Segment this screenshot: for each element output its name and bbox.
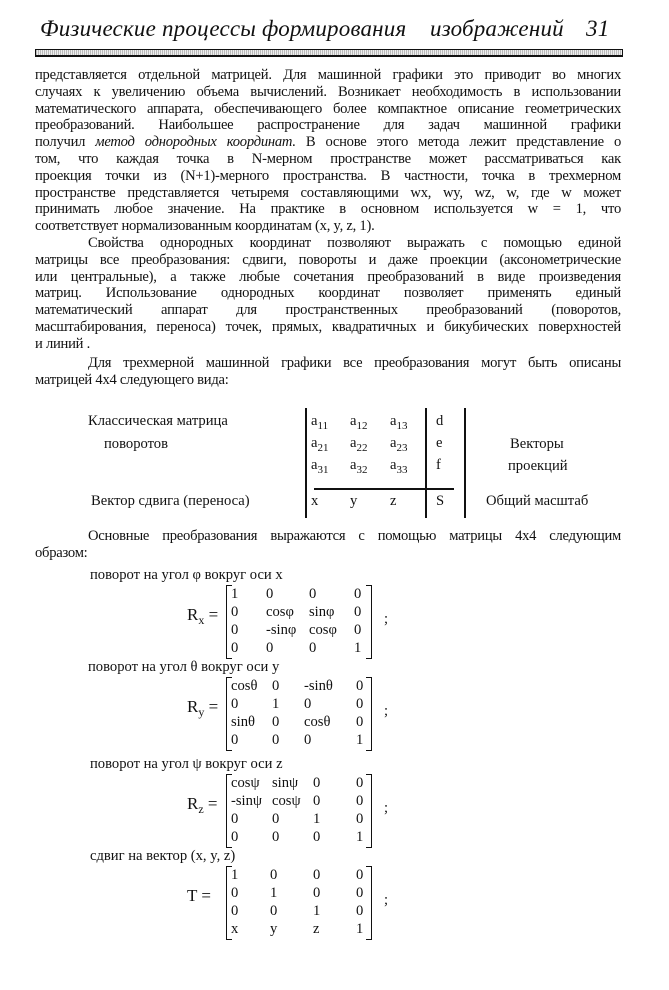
matrix-cell: x	[231, 921, 239, 937]
matrix-cell: 0	[356, 793, 364, 809]
cell-base: a	[350, 413, 357, 429]
matrix-cell: 0	[313, 867, 321, 883]
cell-subscript: 11	[317, 420, 329, 432]
matrix-cell: 0	[272, 829, 280, 845]
matrix-cell: 1	[231, 586, 239, 602]
table-cell	[436, 457, 441, 474]
matrix-label	[187, 605, 218, 628]
page-number: 31	[586, 16, 610, 41]
matrix-cell: 0	[354, 586, 362, 602]
matrix-cell: cosψ	[231, 775, 260, 791]
header-rule	[35, 49, 623, 57]
matrix-name: R	[187, 605, 199, 624]
matrix-cell: 0	[231, 732, 239, 748]
matrix-cell: 0	[356, 714, 364, 730]
matrix-label	[187, 697, 218, 720]
matrix-cell: 0	[356, 696, 364, 712]
matrix-cell: 0	[356, 678, 364, 694]
table-cell	[311, 457, 328, 476]
matrix-caption: сдвиг на вектор (x, y, z)	[90, 848, 236, 864]
matrix-row	[226, 603, 372, 621]
equals-sign: =	[204, 605, 219, 624]
text-line: математический аппарат для пространственных преобразований (поворотов,	[35, 302, 621, 319]
matrix-cell: cosφ	[266, 604, 294, 620]
running-title-end: изображений	[430, 16, 564, 41]
matrix-name: T	[187, 886, 198, 905]
matrix-cell: 1	[356, 829, 364, 845]
table-divider	[464, 408, 466, 518]
text-line: пространстве представляется четыремя составляющими wx, wy, wz, w, где w может	[35, 184, 621, 201]
matrix	[226, 866, 372, 940]
matrix-cell: 0	[354, 604, 362, 620]
matrix-subscript: z	[198, 802, 204, 816]
matrix-cell: sinφ	[309, 604, 335, 620]
table-cell	[390, 435, 407, 454]
matrix-label	[187, 886, 211, 906]
matrix-row	[226, 902, 372, 920]
matrix-row	[226, 639, 372, 657]
matrix-caption: поворот на угол θ вокруг оси y	[88, 659, 280, 675]
text-line: принимать любое значение. На практике в основном используется w = 1, что	[35, 201, 621, 218]
text-line: матрицы все преобразования: сдвиги, повороты и даже проекции (аксонометрические	[35, 251, 621, 268]
matrix-cell: 0	[309, 640, 317, 656]
matrix-row	[226, 695, 372, 713]
text-line: образом:	[35, 544, 88, 561]
text-span: В основе этого метода лежит представление о	[295, 134, 621, 151]
matrix-subscript: x	[198, 613, 205, 627]
matrix-cell: 0	[356, 775, 364, 791]
text-line: Основные преобразования выражаются с помощью матрицы 4x4 следующим	[88, 528, 621, 544]
matrix-name: R	[187, 794, 199, 813]
cell-base: a	[390, 457, 397, 473]
cell-subscript: 13	[396, 420, 408, 432]
matrix-cell: -sinψ	[231, 793, 263, 809]
emphasized-term: метод однородных координат.	[95, 134, 296, 151]
matrix-cell: 0	[231, 696, 239, 712]
label-rotation-matrix: Классическая матрица	[88, 413, 228, 429]
matrix-cell: 1	[270, 885, 278, 901]
matrix-cell: cosθ	[231, 678, 258, 694]
matrix-row	[226, 621, 372, 639]
table-cell	[436, 435, 442, 452]
cell-base: a	[350, 457, 357, 473]
matrix-cell: 0	[231, 640, 239, 656]
cell-subscript: 23	[396, 442, 408, 454]
cell-subscript: 32	[356, 464, 368, 476]
matrix	[226, 585, 372, 659]
cell-subscript: 33	[396, 464, 408, 476]
matrix-row	[226, 810, 372, 828]
matrix-row	[226, 920, 372, 938]
matrix-cell: 0	[231, 903, 239, 919]
text-line: преобразований. Наибольшее распространение для задач машинной графики	[35, 117, 621, 134]
matrix-row	[226, 866, 372, 884]
matrix-cell: 1	[272, 696, 280, 712]
text-line	[35, 134, 621, 151]
matrix-cell: 1	[313, 903, 321, 919]
matrix-row	[226, 828, 372, 846]
matrix-cell: 0	[272, 811, 280, 827]
matrix-cell: -sinθ	[304, 678, 333, 694]
cell-base: f	[436, 457, 441, 473]
matrix-cell: cosψ	[272, 793, 301, 809]
text-line: и линий .	[35, 335, 91, 352]
matrix-cell: sinψ	[272, 775, 299, 791]
table-cell	[311, 413, 328, 432]
text-line: проекция точки из (N+1)-мерного пространства. В частности, точка в трехмерном	[35, 167, 621, 184]
matrix-row	[226, 585, 372, 603]
matrix-row	[226, 731, 372, 749]
semicolon: ;	[384, 892, 389, 908]
text-line: соответствует нормализованным координатам (x, y, z, 1).	[35, 218, 375, 235]
matrix	[226, 774, 372, 848]
matrix	[226, 677, 372, 751]
text-line: или центральные), а также любые сочетания преобразований в виде произведения	[35, 268, 621, 285]
matrix-cell: sinθ	[231, 714, 256, 730]
label-projection-vectors-2: проекций	[508, 458, 568, 474]
table-cell	[350, 413, 367, 432]
text-line: представляется отдельной матрицей. Для машинной графики это приводит во многих	[35, 67, 621, 83]
table-divider	[305, 408, 307, 518]
matrix-cell: 0	[309, 586, 317, 602]
matrix-cell: 0	[313, 775, 321, 791]
matrix-cell: 1	[231, 867, 239, 883]
matrix-cell: 0	[356, 867, 364, 883]
text-span: получил	[35, 134, 96, 151]
matrix-cell: 0	[266, 640, 274, 656]
matrix-row	[226, 884, 372, 902]
label-projection-vectors: Векторы	[510, 436, 564, 452]
matrix-cell: cosθ	[304, 714, 331, 730]
table-cell	[350, 457, 367, 476]
matrix-cell: 0	[356, 903, 364, 919]
matrix-row	[226, 713, 372, 731]
matrix-cell: 0	[231, 622, 239, 638]
text-line: Свойства однородных координат позволяют выражать с помощью единой	[88, 235, 621, 251]
matrix-cell: 0	[272, 732, 280, 748]
matrix-cell: 1	[356, 732, 364, 748]
matrix-cell: y	[270, 921, 278, 937]
matrix-cell: 0	[272, 714, 280, 730]
table-cell	[311, 435, 328, 454]
matrix-cell: -sinφ	[266, 622, 297, 638]
cell-subscript: 22	[356, 442, 368, 454]
matrix-row	[226, 677, 372, 695]
matrix-cell: 0	[304, 732, 312, 748]
table-cell	[350, 493, 357, 510]
cell-base: e	[436, 435, 443, 451]
text-line: матрицей 4x4 следующего вида:	[35, 371, 229, 388]
cell-base: a	[311, 435, 318, 451]
matrix-caption: поворот на угол φ вокруг оси x	[90, 567, 283, 583]
cell-base: x	[311, 493, 319, 509]
table-cell	[311, 493, 318, 510]
text-line: математического аппарата, обеспечивающего более компактное описание геометрических	[35, 100, 621, 117]
equals-sign: =	[197, 886, 211, 905]
cell-base: d	[436, 413, 444, 429]
table-divider	[314, 488, 454, 490]
matrix-cell: z	[313, 921, 320, 937]
text-line: Для трехмерной машинной графики все преобразования могут быть описаны	[88, 355, 621, 371]
matrix-caption: поворот на угол ψ вокруг оси z	[90, 756, 283, 772]
text-line: том, что каждая точка в N-мерном пространстве может рассматриваться как	[35, 151, 621, 167]
equals-sign: =	[203, 794, 218, 813]
matrix-cell: 0	[270, 903, 278, 919]
matrix-row	[226, 792, 372, 810]
equals-sign: =	[204, 697, 219, 716]
matrix-cell: 0	[356, 885, 364, 901]
matrix-cell: 0	[356, 811, 364, 827]
matrix-cell: cosφ	[309, 622, 337, 638]
matrix-subscript: y	[198, 705, 205, 719]
cell-subscript: 12	[356, 420, 368, 432]
cell-base: y	[350, 493, 358, 509]
table-cell	[436, 493, 444, 510]
cell-base: S	[436, 493, 445, 509]
cell-base: z	[390, 493, 397, 509]
matrix-cell: 0	[313, 885, 321, 901]
table-cell	[350, 435, 367, 454]
table-cell	[436, 413, 443, 430]
cell-base: a	[390, 413, 397, 429]
cell-base: a	[311, 413, 318, 429]
matrix-cell: 0	[304, 696, 312, 712]
cell-base: a	[311, 457, 318, 473]
semicolon: ;	[384, 703, 389, 719]
text-line: матриц. Использование однородных координат позволяет применять единый	[35, 285, 621, 302]
matrix-row	[226, 774, 372, 792]
matrix-cell: 0	[313, 793, 321, 809]
table-divider	[425, 408, 427, 518]
label-shift-vector: Вектор сдвига (переноса)	[91, 493, 250, 509]
matrix-cell: 0	[266, 586, 274, 602]
matrix-cell: 0	[231, 604, 239, 620]
table-cell	[390, 493, 396, 510]
matrix-cell: 1	[354, 640, 362, 656]
label-overall-scale: Общий масштаб	[486, 493, 589, 509]
matrix-cell: 0	[270, 867, 278, 883]
cell-base: a	[350, 435, 357, 451]
label-rotation-matrix-2: поворотов	[104, 436, 168, 452]
text-line: масштабирования, переноса) точек, прямых, квадратичных и бикубических поверхностей	[35, 319, 621, 335]
matrix-cell: 1	[356, 921, 364, 937]
running-title: Физические процессы формирования	[40, 16, 407, 41]
semicolon: ;	[384, 800, 389, 816]
table-cell	[390, 457, 407, 476]
table-cell	[390, 413, 407, 432]
matrix-cell: 1	[313, 811, 321, 827]
matrix-cell: 0	[231, 829, 239, 845]
matrix-cell: 0	[231, 885, 239, 901]
text-line: случаях к увеличению объема вычислений. Возникает необходимость в использовании	[35, 83, 621, 100]
matrix-cell: 0	[354, 622, 362, 638]
semicolon: ;	[384, 611, 389, 627]
matrix-cell: 0	[272, 678, 280, 694]
cell-subscript: 31	[317, 464, 329, 476]
matrix-cell: 0	[313, 829, 321, 845]
matrix-name: R	[187, 697, 199, 716]
matrix-label	[187, 794, 218, 817]
matrix-cell: 0	[231, 811, 239, 827]
cell-base: a	[390, 435, 397, 451]
cell-subscript: 21	[317, 442, 329, 454]
